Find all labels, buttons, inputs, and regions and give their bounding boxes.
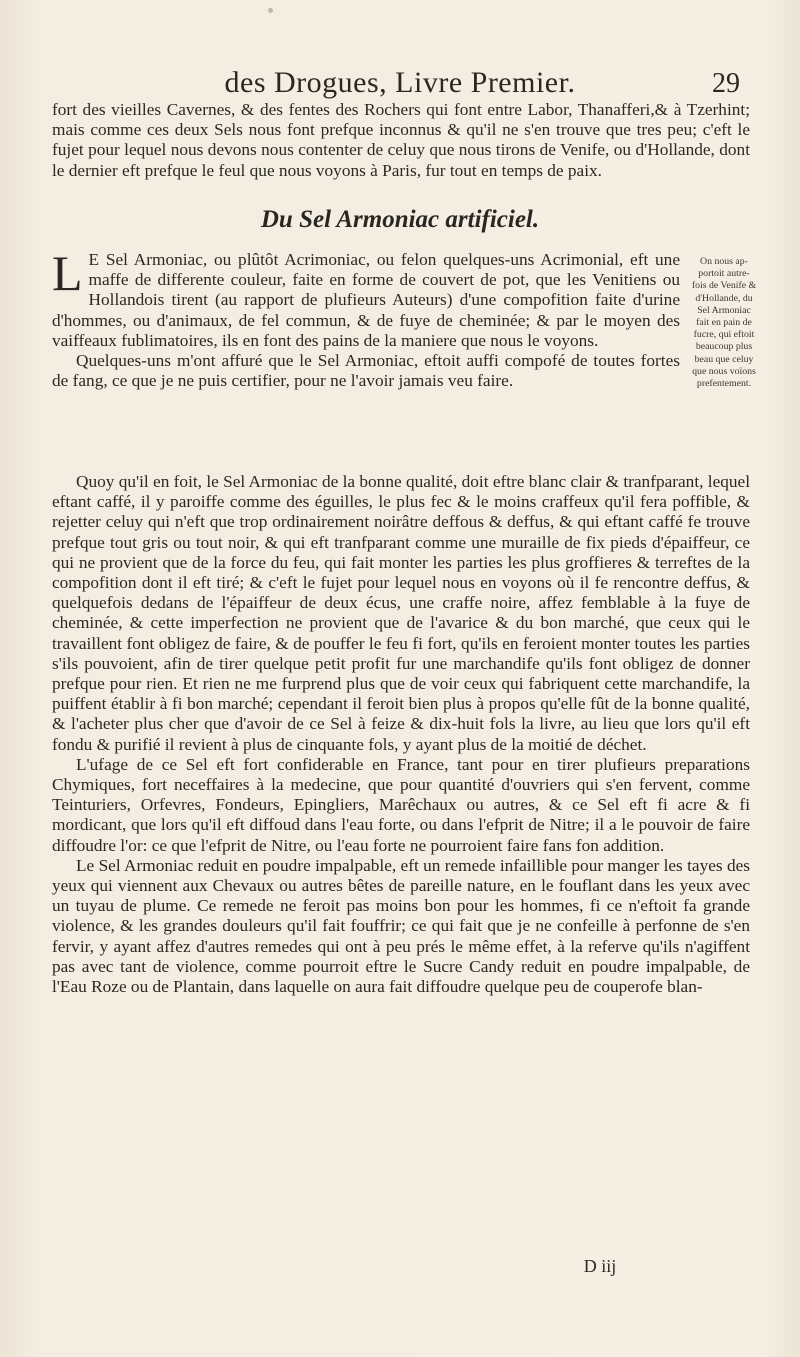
- margin-note-line: beaucoup plus: [695, 341, 753, 353]
- paragraph-1: [52, 245, 680, 351]
- ink-blot: [268, 8, 273, 13]
- paragraph-4: L'ufage de ce Sel eft fort confiderable en France, tant pour en tirer plufieurs preparations Chymiques, fort neceffaires à la medecine, que pour quantité d'ouvriers qui s'en fervent, comme Teinturiers, Orfevres, Fondeurs, Epingliers, Marêchaux ou autres, & ce Sel eft fi acre & fi mordicant, que lors qu'il eft diffoud dans l'eau forte, ou dans l'efprit de Nitre; il a le pouvoir de faire diffoudre l'or: ce que l'efprit de Nitre, ou l'eau forte ne pourroient faire fans fon addition.: [52, 754, 750, 855]
- continuation-text: fort des vieilles Cavernes, & des fentes des Rochers qui font entre Labor, Thanafferi,& à Tzerhint; mais comme ces deux Sels nous font prefque inconnus & qu'il ne s'en trouve que tres peu; c'eft le fujet pour lequel nous devons nous contenter de celuy que nous tirons de Venife, ou d'Hollande, dont le dernier eft prefque le feul que nous voyons à Paris, fur tout en temps de paix.: [52, 100, 750, 180]
- margin-note: [686, 256, 762, 390]
- margin-note-line: fucre, qui eftoit: [693, 329, 755, 341]
- margin-note-line: fois de Venife &: [691, 280, 757, 292]
- drop-cap: L: [52, 245, 83, 301]
- signature-mark: D iij: [583, 1256, 617, 1276]
- body-full-width: [52, 472, 750, 997]
- margin-note-line: beau que celuy: [694, 353, 754, 365]
- running-title: des Drogues, Livre Premier.: [224, 66, 576, 99]
- margin-note-line: prefentement.: [696, 378, 752, 390]
- margin-note-line: fait en pain de: [696, 317, 752, 329]
- section-title: Du Sel Armoniac artificiel.: [260, 206, 540, 233]
- margin-note-line: On nous ap-: [700, 256, 748, 267]
- body-with-margin: [52, 245, 680, 391]
- page-number: 29: [712, 68, 740, 99]
- paragraph-2: Quelques-uns m'ont affuré que le Sel Armoniac, eftoit auffi compofé de toutes fortes de fang, ce que je ne puis certifier, pour ne l'avoir jamais veu faire.: [52, 351, 680, 391]
- margin-note-line: portoit autre-: [698, 268, 750, 280]
- continuation-paragraph: [52, 100, 750, 181]
- margin-note-line: d'Hollande, du: [695, 292, 753, 304]
- paragraph-5: Le Sel Armoniac reduit en poudre impalpable, eft un remede infaillible pour manger les tayes des yeux qui viennent aux Chevaux ou autres bêtes de pareille nature, en le fouflant dans les yeux avec un tuyau de plume. Ce remede ne feroit pas moins bon pour les hommes, fi ce n'eftoit fa grande violence, & les grandes douleurs qu'il fait fouffrir; ce qui fait que je ne confeille à perfonne de s'en fervir, y ayant affez d'autres remedes qui ont à peu prés le même effet, à la referve qu'ils n'agiffent pas avec tant de violence, comme pourroit eftre le Sucre Candy reduit en poudre impalpable, de l'Eau Roze ou de Plantain, dans laquelle on aura fait diffoudre quelque peu de couperofe blan-: [52, 855, 750, 997]
- paragraph-1-text: E Sel Armoniac, ou plûtôt Acrimoniac, ou felon quelques-uns Acrimonial, eft une maffe de differente couleur, faite en forme de couvert de pot, que les Venitiens ou Hollandois tirent (au rapport de plufieurs Auteurs) d'une compofition faite d'urine d'hommes, ou d'animaux, de fel commun, & de fuye de cheminée; & par le moyen des vaiffeaux fublimatoires, ils en font des pains de la maniere que nous le voyons.: [52, 250, 680, 350]
- margin-note-line: que nous voïons: [692, 365, 756, 377]
- margin-note-line: Sel Armoniac: [697, 304, 751, 316]
- paragraph-3: Quoy qu'il en foit, le Sel Armoniac de la bonne qualité, doit eftre blanc clair & tranfparant, lequel eftant caffé, il y paroiffe comme des éguilles, le plus fec & le moins craffeux qu'il fera poffible, & rejetter celuy qui n'eft que trop ordinairement noirâtre deffous & deffus, & qui eftant caffé fe trouve prefque tout gris ou tout noir, & qui eft tranfparant comme une muraille de fix pieds d'épaiffeur, ce qui ne provient que de la force du feu, qui fait monter les parties les plus groffieres & terreftes de la compofition dont il eft tiré; & c'eft le fujet pour lequel nous en voyons où il fe rencontre deffus, & quelquefois dedans de l'épaiffeur de deux écus, une craffe noire, affez femblable à la fuye de cheminée, & cette imperfection ne provient que de l'avarice & du bon marché, que ceux qui le travaillent font obligez de faire, & de pouffer le feu fi fort, qu'ils en feroient monter toutes les parties s'ils pouvoient, afin de tirer quelque petit profit fur une marchandife qu'ils font obligez de donner prefque pour rien. Et rien ne me furprend plus que de voir ceux qui fabriquent cette marchandife, la puiffent établir à fi bon marché; cependant il feroit bien plus à propos qu'elle fût de la bonne qualité, & l'acheter plus cher que d'avoir de ce Sel à feize & dix-huit fols la livre, au lieu que lors qu'il eft fondu & purifié il revient à plus de cinquante fols, y ayant plus de la moitié de déchet.: [52, 472, 750, 754]
